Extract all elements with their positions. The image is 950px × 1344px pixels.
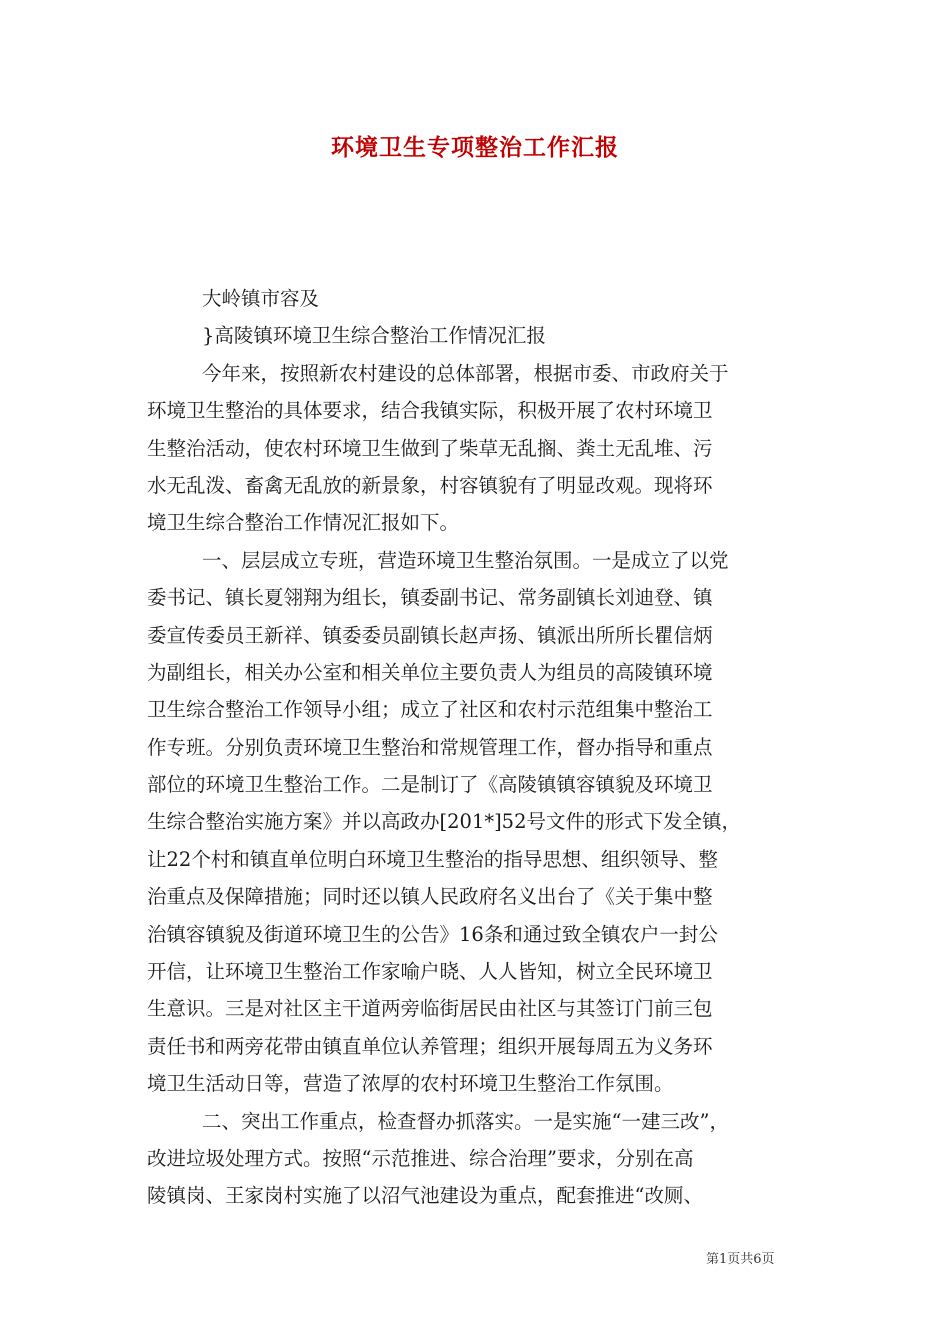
text-line: 今年来，按照新农村建设的总体部署，根据市委、市政府关于 (202, 361, 729, 385)
text-line: 生整治活动，使农村环境卫生做到了柴草无乱搁、粪土无乱堆、污 (147, 436, 713, 460)
text-line: 委书记、镇长夏翎翔为组长，镇委副书记、常务副镇长刘迪登、镇 (147, 586, 713, 610)
text-line: 境卫生活动日等，营造了浓厚的农村环境卫生整治工作氛围。 (147, 1072, 674, 1096)
text-line: 治镇容镇貌及街道环境卫生的公告》16条和通过致全镇农户一封公 (147, 922, 718, 946)
text-line: 生意识。三是对社区主干道两旁临街居民由社区与其签订门前三包 (147, 997, 713, 1021)
text-line: 大岭镇市容及 (202, 287, 320, 310)
text-line: 改进垃圾处理方式。按照“示范推进、综合治理”要求，分别在高 (147, 1146, 694, 1170)
text-line: 境卫生综合整治工作情况汇报如下。 (147, 511, 460, 535)
text-line: 委宣传委员王新祥、镇委委员副镇长赵声扬、镇派出所所长瞿信炳 (147, 623, 713, 647)
text-line: 一、层层成立专班，营造环境卫生整治氛围。一是成立了以党 (202, 548, 729, 572)
page-number: 第1页共6页 (706, 1252, 775, 1267)
text-line: 责任书和两旁花带由镇直单位认养管理；组织开展每周五为义务环 (147, 1034, 713, 1058)
text-line: 卫生综合整治工作领导小组；成立了社区和农村示范组集中整治工 (147, 698, 713, 722)
text-line: 作专班。分别负责环境卫生整治和常规管理工作，督办指导和重点 (147, 735, 713, 759)
text-line: 让22个村和镇直单位明白环境卫生整治的指导思想、组织领导、整 (147, 847, 718, 871)
text-line: 为副组长，相关办公室和相关单位主要负责人为组员的高陵镇环境 (147, 660, 713, 684)
document-title: 环境卫生专项整治工作汇报 (331, 134, 619, 161)
text-line: 治重点及保障措施；同时还以镇人民政府名义出台了《关于集中整 (147, 885, 713, 909)
text-line: 部位的环境卫生整治工作。二是制订了《高陵镇镇容镇貌及环境卫 (147, 773, 713, 797)
text-line: 水无乱泼、畜禽无乱放的新景象，村容镇貌有了明显改观。现将环 (147, 473, 713, 497)
text-line: }高陵镇环境卫生综合整治工作情况汇报 (202, 324, 546, 348)
text-line: 二、突出工作重点，检查督办抓落实。一是实施“一建三改”， (202, 1109, 729, 1133)
text-line: 生综合整治实施方案》并以高政办[201*]52号文件的形式下发全镇， (147, 810, 741, 834)
document-body (147, 280, 807, 1215)
text-line: 环境卫生整治的具体要求，结合我镇实际，积极开展了农村环境卫 (147, 399, 713, 423)
text-line: 开信，让环境卫生整治工作家喻户晓、人人皆知，树立全民环境卫 (147, 960, 713, 984)
text-line: 陵镇岗、王家岗村实施了以沼气池建设为重点，配套推进“改厕、 (147, 1184, 703, 1208)
